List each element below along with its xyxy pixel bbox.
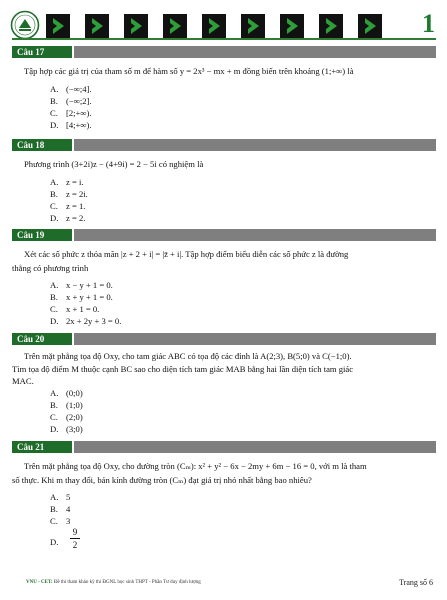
footer-text: Đề thi tham khảo kỳ thi ĐGNL học sinh THPT - Phần Tư duy định lượng bbox=[53, 580, 201, 585]
question-label: Câu 18 bbox=[17, 140, 45, 150]
question-stem-20-line2: Tìm tọa độ điểm M thuộc cạnh BC sao cho diện tích tam giác MAB bằng hai lần diện tích tam giác bbox=[12, 364, 354, 374]
question-label: Câu 19 bbox=[17, 230, 45, 240]
option-17-c[interactable]: C. [2;+∞). bbox=[50, 108, 92, 118]
question-stem-21-line1: Trên mặt phẳng tọa độ Oxy, cho đường tròn (Cₘ): x² + y² − 6x − 2my + 6m − 16 = 0, với m là tham bbox=[24, 461, 367, 471]
arrow-right-icon bbox=[124, 14, 148, 38]
option-21-a[interactable]: A. 5 bbox=[50, 492, 71, 502]
option-18-c[interactable]: C. z = 1. bbox=[50, 201, 86, 211]
question-header-19 bbox=[12, 229, 436, 241]
arrow-right-icon bbox=[85, 14, 109, 38]
question-label: Câu 21 bbox=[17, 442, 45, 452]
header-divider bbox=[12, 38, 436, 40]
option-21-c[interactable]: C. 3 bbox=[50, 516, 71, 526]
question-header-18 bbox=[12, 139, 436, 151]
section-number: 1 bbox=[422, 9, 435, 38]
option-19-a[interactable]: A. x − y + 1 = 0. bbox=[50, 280, 113, 290]
option-20-b[interactable]: B. (1;0) bbox=[50, 400, 83, 410]
option-18-a[interactable]: A. z = i. bbox=[50, 177, 84, 187]
option-18-b[interactable]: B. z = 2i. bbox=[50, 189, 88, 199]
question-stem-19-line1: Xét các số phức z thỏa mãn |z + 2 + i| = |z̄ + i|. Tập hợp điểm biểu diễn các số phức z là đường bbox=[24, 249, 349, 259]
option-18-d[interactable]: D. z = 2. bbox=[50, 213, 86, 223]
option-21-b[interactable]: B. 4 bbox=[50, 504, 71, 514]
footer-page-number: Trang số 6 bbox=[399, 578, 433, 587]
footer-org: VNU - CET: bbox=[26, 580, 53, 585]
option-19-b[interactable]: B. x + y + 1 = 0. bbox=[50, 292, 113, 302]
arrow-right-icon bbox=[241, 14, 265, 38]
option-17-b[interactable]: B. (−∞;2]. bbox=[50, 96, 92, 106]
question-header-21 bbox=[12, 441, 436, 453]
option-21-d-fraction bbox=[70, 527, 80, 550]
option-17-d[interactable]: D. [4;+∞). bbox=[50, 120, 92, 130]
option-20-a[interactable]: A. (0;0) bbox=[50, 388, 83, 398]
option-19-d[interactable]: D. 2x + 2y + 3 = 0. bbox=[50, 316, 122, 326]
arrow-right-icon bbox=[358, 14, 382, 38]
question-label: Câu 20 bbox=[17, 334, 45, 344]
question-stem-20-line1: Trên mặt phẳng tọa độ Oxy, cho tam giác ABC có tọa độ các đỉnh là A(2;3), B(5;0) và C(−1;0). bbox=[24, 351, 352, 361]
question-stem-17: Tập hợp các giá trị của tham số m để hàm số y = 2x³ − mx + m đồng biến trên khoảng (1;+∞) là bbox=[24, 66, 354, 76]
question-stem-18: Phương trình (3+2i)z − (4+9i) = 2 − 5i có nghiệm là bbox=[24, 159, 204, 169]
question-header-20 bbox=[12, 333, 436, 345]
question-stem-21-line2: số thực. Khi m thay đổi, bán kính đường tròn (Cₘ) đạt giá trị nhỏ nhất bằng bao nhiêu? bbox=[12, 475, 312, 485]
question-stem-19-line2: thẳng có phương trình bbox=[12, 263, 89, 273]
arrow-right-icon bbox=[202, 14, 226, 38]
question-stem-20-line3: MAC. bbox=[12, 376, 34, 386]
question-header-17 bbox=[12, 46, 436, 58]
fraction-denominator: 2 bbox=[72, 540, 78, 550]
option-20-c[interactable]: C. (2;0) bbox=[50, 412, 83, 422]
option-21-d[interactable]: D. bbox=[50, 537, 59, 547]
footer-source bbox=[26, 580, 201, 585]
arrow-right-icon bbox=[319, 14, 343, 38]
arrow-right-icon bbox=[163, 14, 187, 38]
vnu-cet-logo-icon bbox=[10, 10, 40, 40]
option-17-a[interactable]: A. (−∞;4]. bbox=[50, 84, 92, 94]
arrow-right-icon bbox=[46, 14, 70, 38]
option-19-c[interactable]: C. x + 1 = 0. bbox=[50, 304, 100, 314]
fraction-numerator: 9 bbox=[72, 527, 78, 537]
question-label: Câu 17 bbox=[17, 47, 45, 57]
option-20-d[interactable]: D. (3;0) bbox=[50, 424, 83, 434]
arrow-right-icon bbox=[280, 14, 304, 38]
